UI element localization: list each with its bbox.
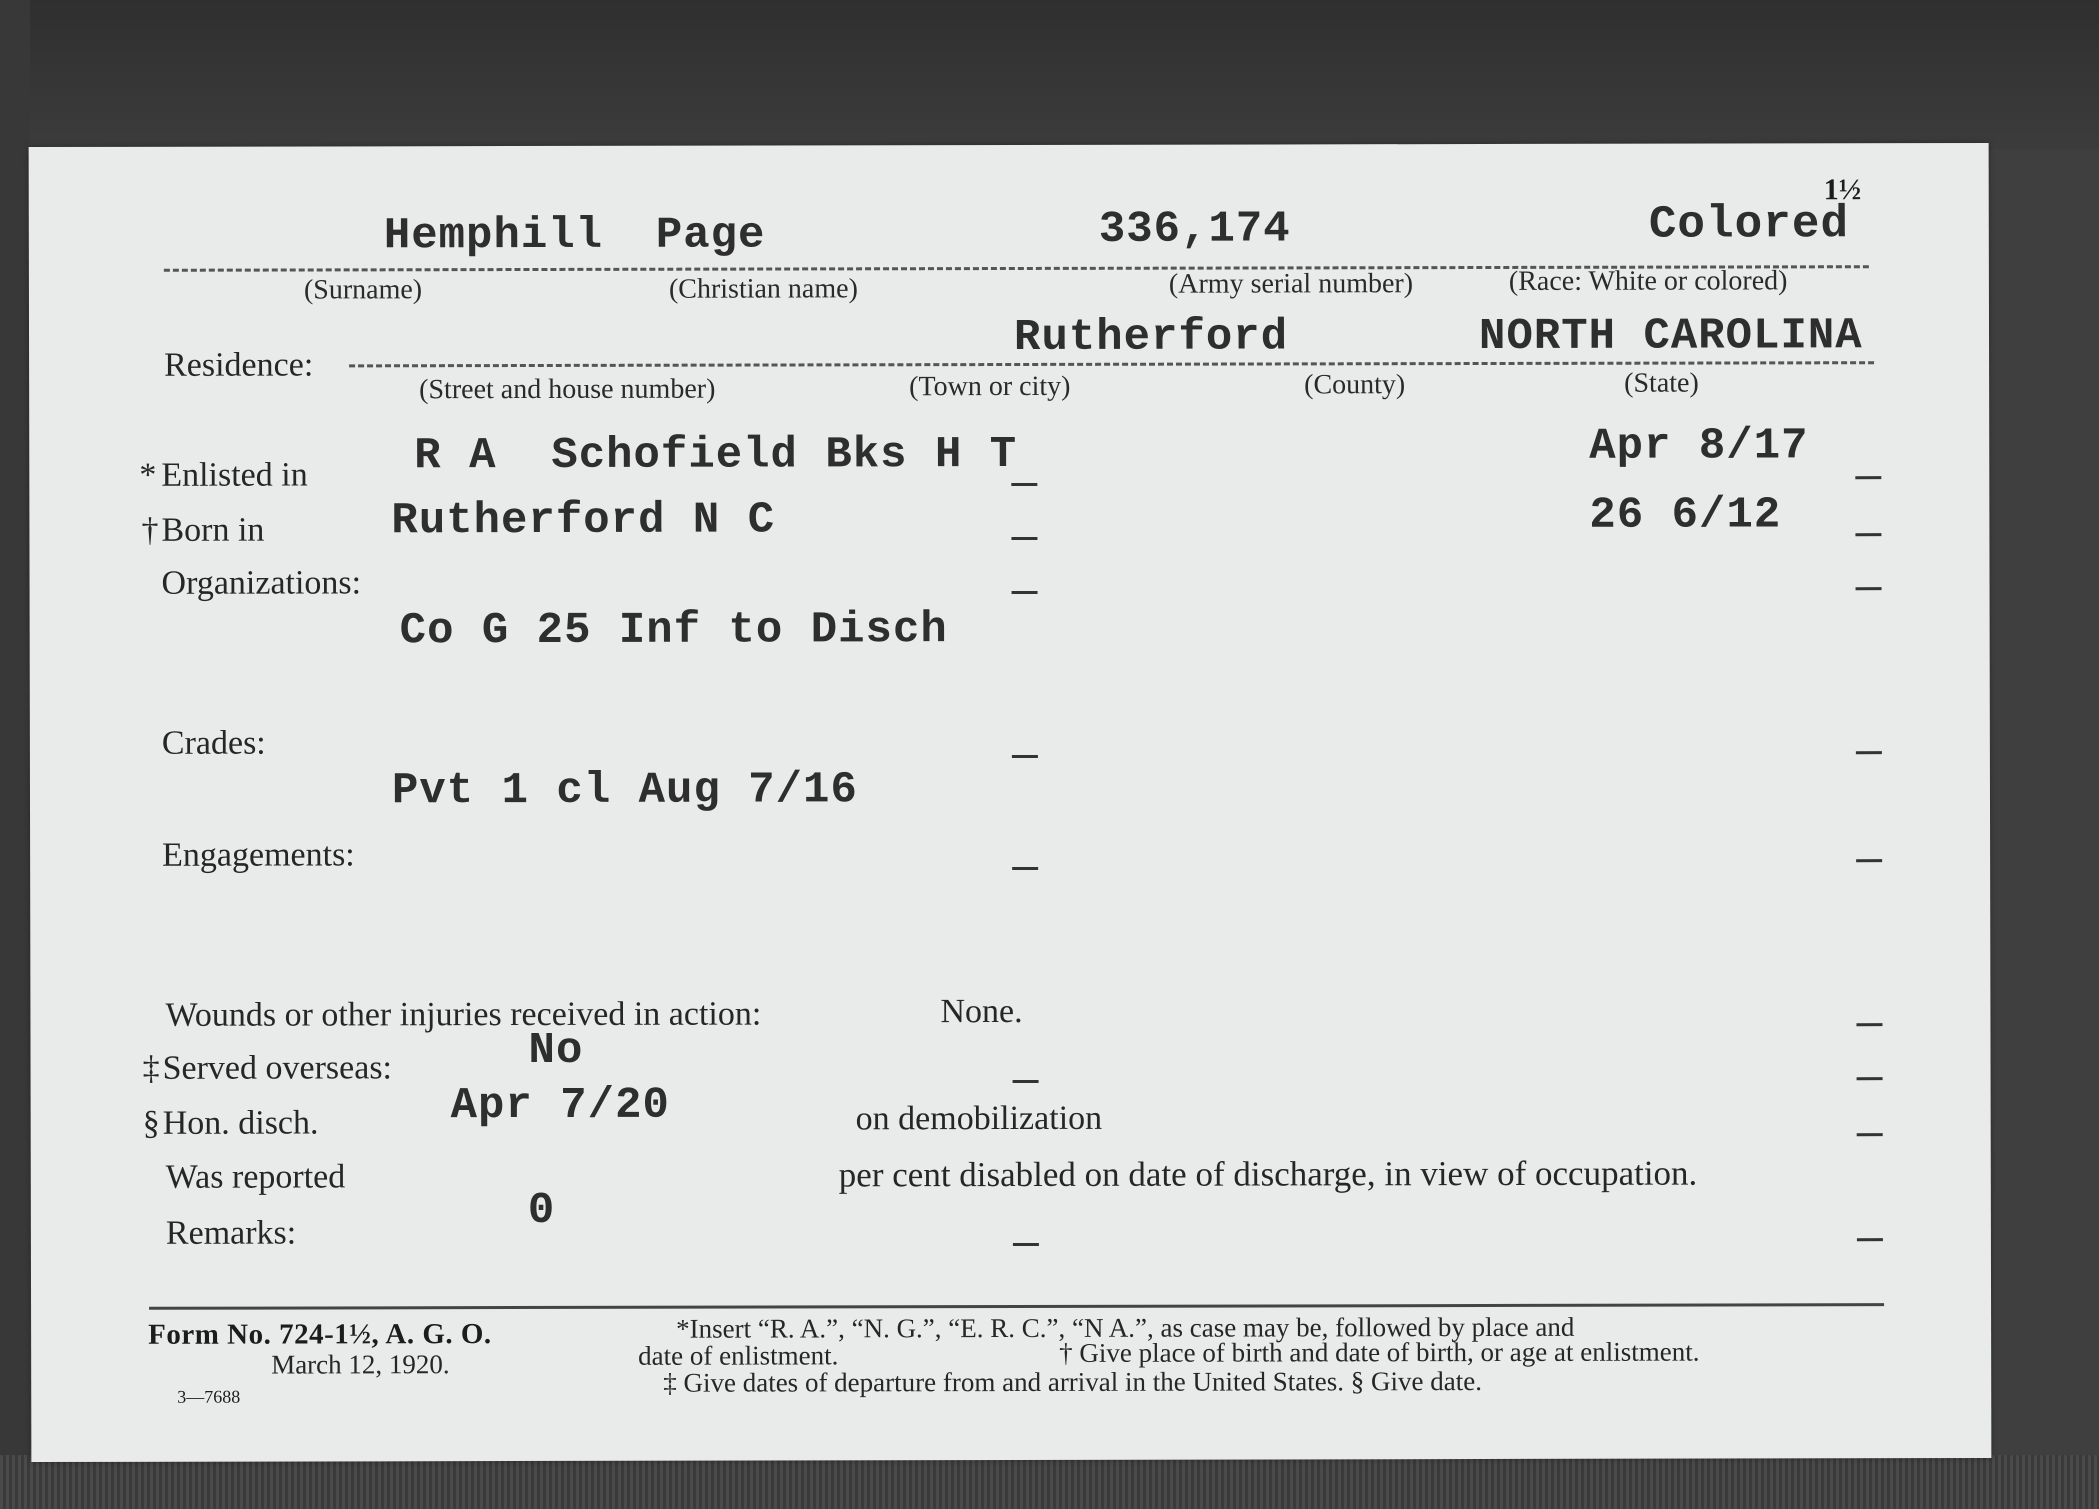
dash <box>1012 755 1038 758</box>
organizations-value: Co G 25 Inf to Disch <box>399 605 948 657</box>
overseas-mark: ‡ <box>142 1049 160 1087</box>
dash <box>1011 537 1037 540</box>
dash <box>1856 859 1882 862</box>
christian-name-value: Page <box>655 210 766 261</box>
dash <box>1012 591 1038 594</box>
engagements-label: Engagements: <box>162 836 355 874</box>
wounds-value: None. <box>940 992 1023 1031</box>
dash <box>1013 1080 1039 1083</box>
print-code: 3—7688 <box>177 1386 241 1407</box>
wounds-label: Wounds or other injuries received in action: <box>165 995 762 1034</box>
enlisted-date: Apr 8/17 <box>1589 421 1809 472</box>
race-value: Colored <box>1648 198 1850 251</box>
footnote-enlisted-cont: date of enlistment. <box>638 1340 839 1371</box>
form-date: March 12, 1920. <box>271 1349 450 1380</box>
serial-number-value: 336,174 <box>1098 204 1291 255</box>
county-caption: (County) <box>1304 369 1406 401</box>
dash <box>1856 587 1882 590</box>
overseas-label: Served overseas: <box>162 1049 393 1087</box>
surname-caption: (Surname) <box>303 274 423 306</box>
footnote-enlisted: *Insert “R. A.”, “N. G.”, “E. R. C.”, “N A.”, as case may be, followed by place and <box>676 1311 1575 1344</box>
discharge-label: Hon. disch. <box>162 1104 319 1142</box>
remarks-label: Remarks: <box>165 1214 297 1252</box>
born-age: 26 6/12 <box>1589 490 1782 541</box>
residence-state: NORTH CAROLINA <box>1478 311 1863 363</box>
dash <box>1855 533 1881 536</box>
state-caption: (State) <box>1624 367 1699 399</box>
surname-value: Hemphill <box>383 210 604 262</box>
background-bottom <box>0 1455 2099 1509</box>
dash <box>1856 1023 1882 1026</box>
race-caption: (Race: White or colored) <box>1508 265 1788 297</box>
dash <box>1857 1077 1883 1080</box>
service-record-card <box>29 143 1992 1462</box>
dash <box>1855 476 1881 479</box>
footnote-overseas: ‡ Give dates of departure from and arrival in the United States. § Give date. <box>663 1366 1482 1398</box>
background-top <box>0 0 2099 150</box>
enlisted-value: R A Schofield Bks H T <box>414 429 1018 482</box>
dash <box>1011 483 1037 486</box>
dash <box>1857 1133 1883 1136</box>
crades-value: Pvt 1 cl Aug 7/16 <box>391 765 858 817</box>
dash <box>1012 867 1038 870</box>
street-caption: (Street and house number) <box>419 373 716 406</box>
dash <box>1857 1238 1883 1241</box>
reported-label: Was reported <box>165 1158 346 1196</box>
corner-mark: 1½ <box>1823 173 1862 207</box>
enlisted-mark: * <box>139 456 157 494</box>
born-value: Rutherford N C <box>391 495 776 547</box>
serial-caption: (Army serial number) <box>1168 268 1414 300</box>
footnote-born: † Give place of birth and date of birth, or age at enlistment. <box>1059 1336 1700 1368</box>
born-label: Born in <box>161 511 265 549</box>
residence-label: Residence: <box>164 346 314 384</box>
discharge-note: on demobilization <box>855 1099 1103 1138</box>
reported-value: 0 <box>527 1185 556 1237</box>
born-mark: † <box>141 511 159 549</box>
reported-text: per cent disabled on date of discharge, in view of occupation. <box>838 1153 1698 1195</box>
residence-line <box>349 361 1874 367</box>
town-caption: (Town or city) <box>909 370 1071 403</box>
dash <box>1013 1243 1039 1246</box>
dash <box>1856 751 1882 754</box>
enlisted-label: Enlisted in <box>161 456 308 494</box>
residence-town: Rutherford <box>1013 312 1289 363</box>
organizations-label: Organizations: <box>161 564 362 602</box>
crades-label: Crades: <box>161 724 266 762</box>
discharge-value: Apr 7/20 <box>450 1080 670 1132</box>
form-number: Form No. 724-1½, A. G. O. <box>148 1318 492 1351</box>
christian-name-caption: (Christian name) <box>668 273 858 305</box>
footer-rule <box>149 1303 1884 1310</box>
discharge-mark: § <box>142 1104 160 1142</box>
overseas-value: No <box>528 1025 584 1077</box>
background-left <box>0 0 30 1509</box>
